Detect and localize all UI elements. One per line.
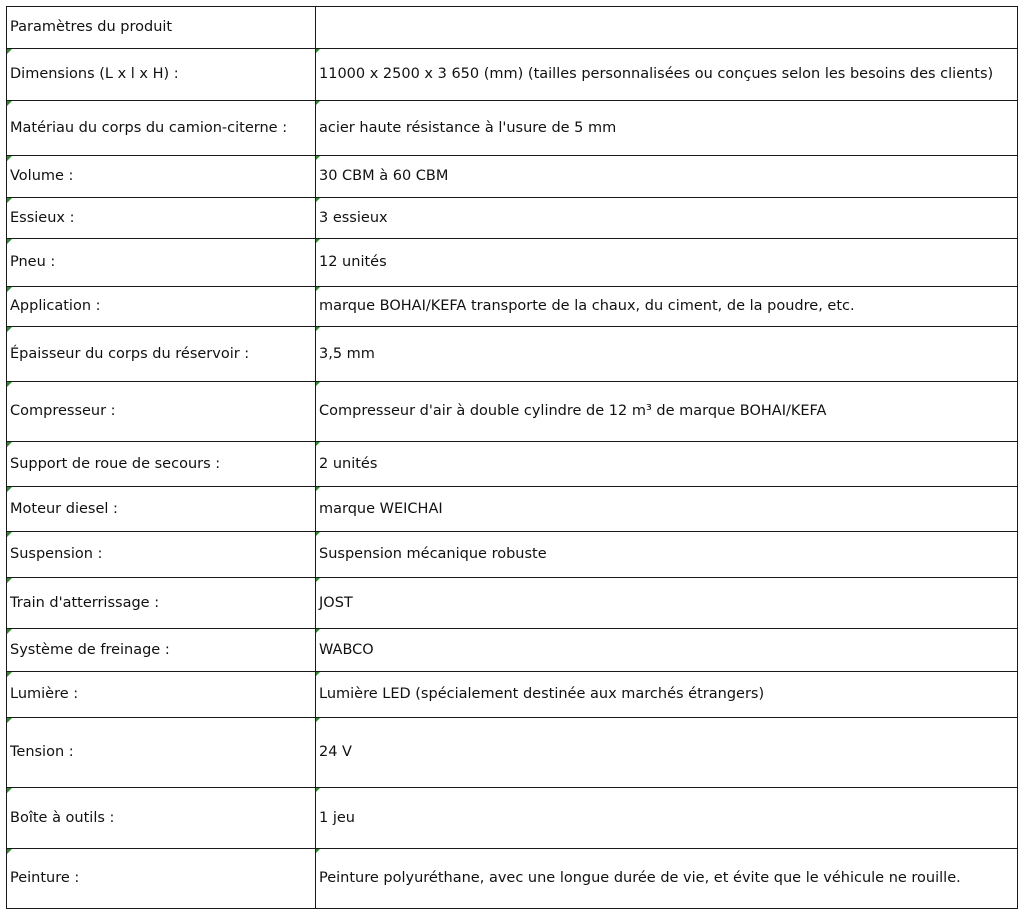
row-label: Lumière : bbox=[7, 672, 316, 718]
row-label: Matériau du corps du camion-citerne : bbox=[7, 101, 316, 156]
row-value: Lumière LED (spécialement destinée aux marchés étrangers) bbox=[316, 672, 1018, 718]
row-label: Application : bbox=[7, 287, 316, 327]
row-value: 1 jeu bbox=[316, 788, 1018, 849]
row-label: Pneu : bbox=[7, 239, 316, 287]
row-value: 2 unités bbox=[316, 442, 1018, 487]
row-value: 24 V bbox=[316, 718, 1018, 788]
row-label: Moteur diesel : bbox=[7, 487, 316, 532]
table-row bbox=[7, 487, 1018, 532]
table-header-row bbox=[7, 7, 1018, 49]
row-label: Support de roue de secours : bbox=[7, 442, 316, 487]
table-row bbox=[7, 578, 1018, 629]
row-label: Dimensions (L x l x H) : bbox=[7, 49, 316, 101]
row-value: 3 essieux bbox=[316, 198, 1018, 239]
table-row bbox=[7, 532, 1018, 578]
row-label: Compresseur : bbox=[7, 382, 316, 442]
table-row bbox=[7, 327, 1018, 382]
row-label: Suspension : bbox=[7, 532, 316, 578]
row-label: Tension : bbox=[7, 718, 316, 788]
row-label: Boîte à outils : bbox=[7, 788, 316, 849]
row-value: 3,5 mm bbox=[316, 327, 1018, 382]
row-value: 11000 x 2500 x 3 650 (mm) (tailles personnalisées ou conçues selon les besoins des clients) bbox=[316, 49, 1018, 101]
row-value: marque WEICHAI bbox=[316, 487, 1018, 532]
table-row bbox=[7, 156, 1018, 198]
row-value: Peinture polyuréthane, avec une longue durée de vie, et évite que le véhicule ne rouille. bbox=[316, 849, 1018, 909]
table-row bbox=[7, 101, 1018, 156]
table-row bbox=[7, 672, 1018, 718]
table-row bbox=[7, 198, 1018, 239]
row-value: acier haute résistance à l'usure de 5 mm bbox=[316, 101, 1018, 156]
table-row bbox=[7, 718, 1018, 788]
row-value: JOST bbox=[316, 578, 1018, 629]
table-row bbox=[7, 49, 1018, 101]
row-value: Compresseur d'air à double cylindre de 12 m³ de marque BOHAI/KEFA bbox=[316, 382, 1018, 442]
row-label: Train d'atterrissage : bbox=[7, 578, 316, 629]
row-value: 12 unités bbox=[316, 239, 1018, 287]
row-label: Peinture : bbox=[7, 849, 316, 909]
row-value: WABCO bbox=[316, 629, 1018, 672]
table-title: Paramètres du produit bbox=[7, 7, 316, 49]
row-value: Suspension mécanique robuste bbox=[316, 532, 1018, 578]
table-row bbox=[7, 442, 1018, 487]
table-title-empty-cell bbox=[316, 7, 1018, 49]
table-row bbox=[7, 382, 1018, 442]
row-value: 30 CBM à 60 CBM bbox=[316, 156, 1018, 198]
product-parameters-table bbox=[6, 6, 1018, 909]
row-label: Système de freinage : bbox=[7, 629, 316, 672]
row-label: Volume : bbox=[7, 156, 316, 198]
table-row bbox=[7, 788, 1018, 849]
table-row bbox=[7, 287, 1018, 327]
row-label: Essieux : bbox=[7, 198, 316, 239]
table-row bbox=[7, 239, 1018, 287]
table-row bbox=[7, 849, 1018, 909]
row-value: marque BOHAI/KEFA transporte de la chaux, du ciment, de la poudre, etc. bbox=[316, 287, 1018, 327]
row-label: Épaisseur du corps du réservoir : bbox=[7, 327, 316, 382]
table-row bbox=[7, 629, 1018, 672]
